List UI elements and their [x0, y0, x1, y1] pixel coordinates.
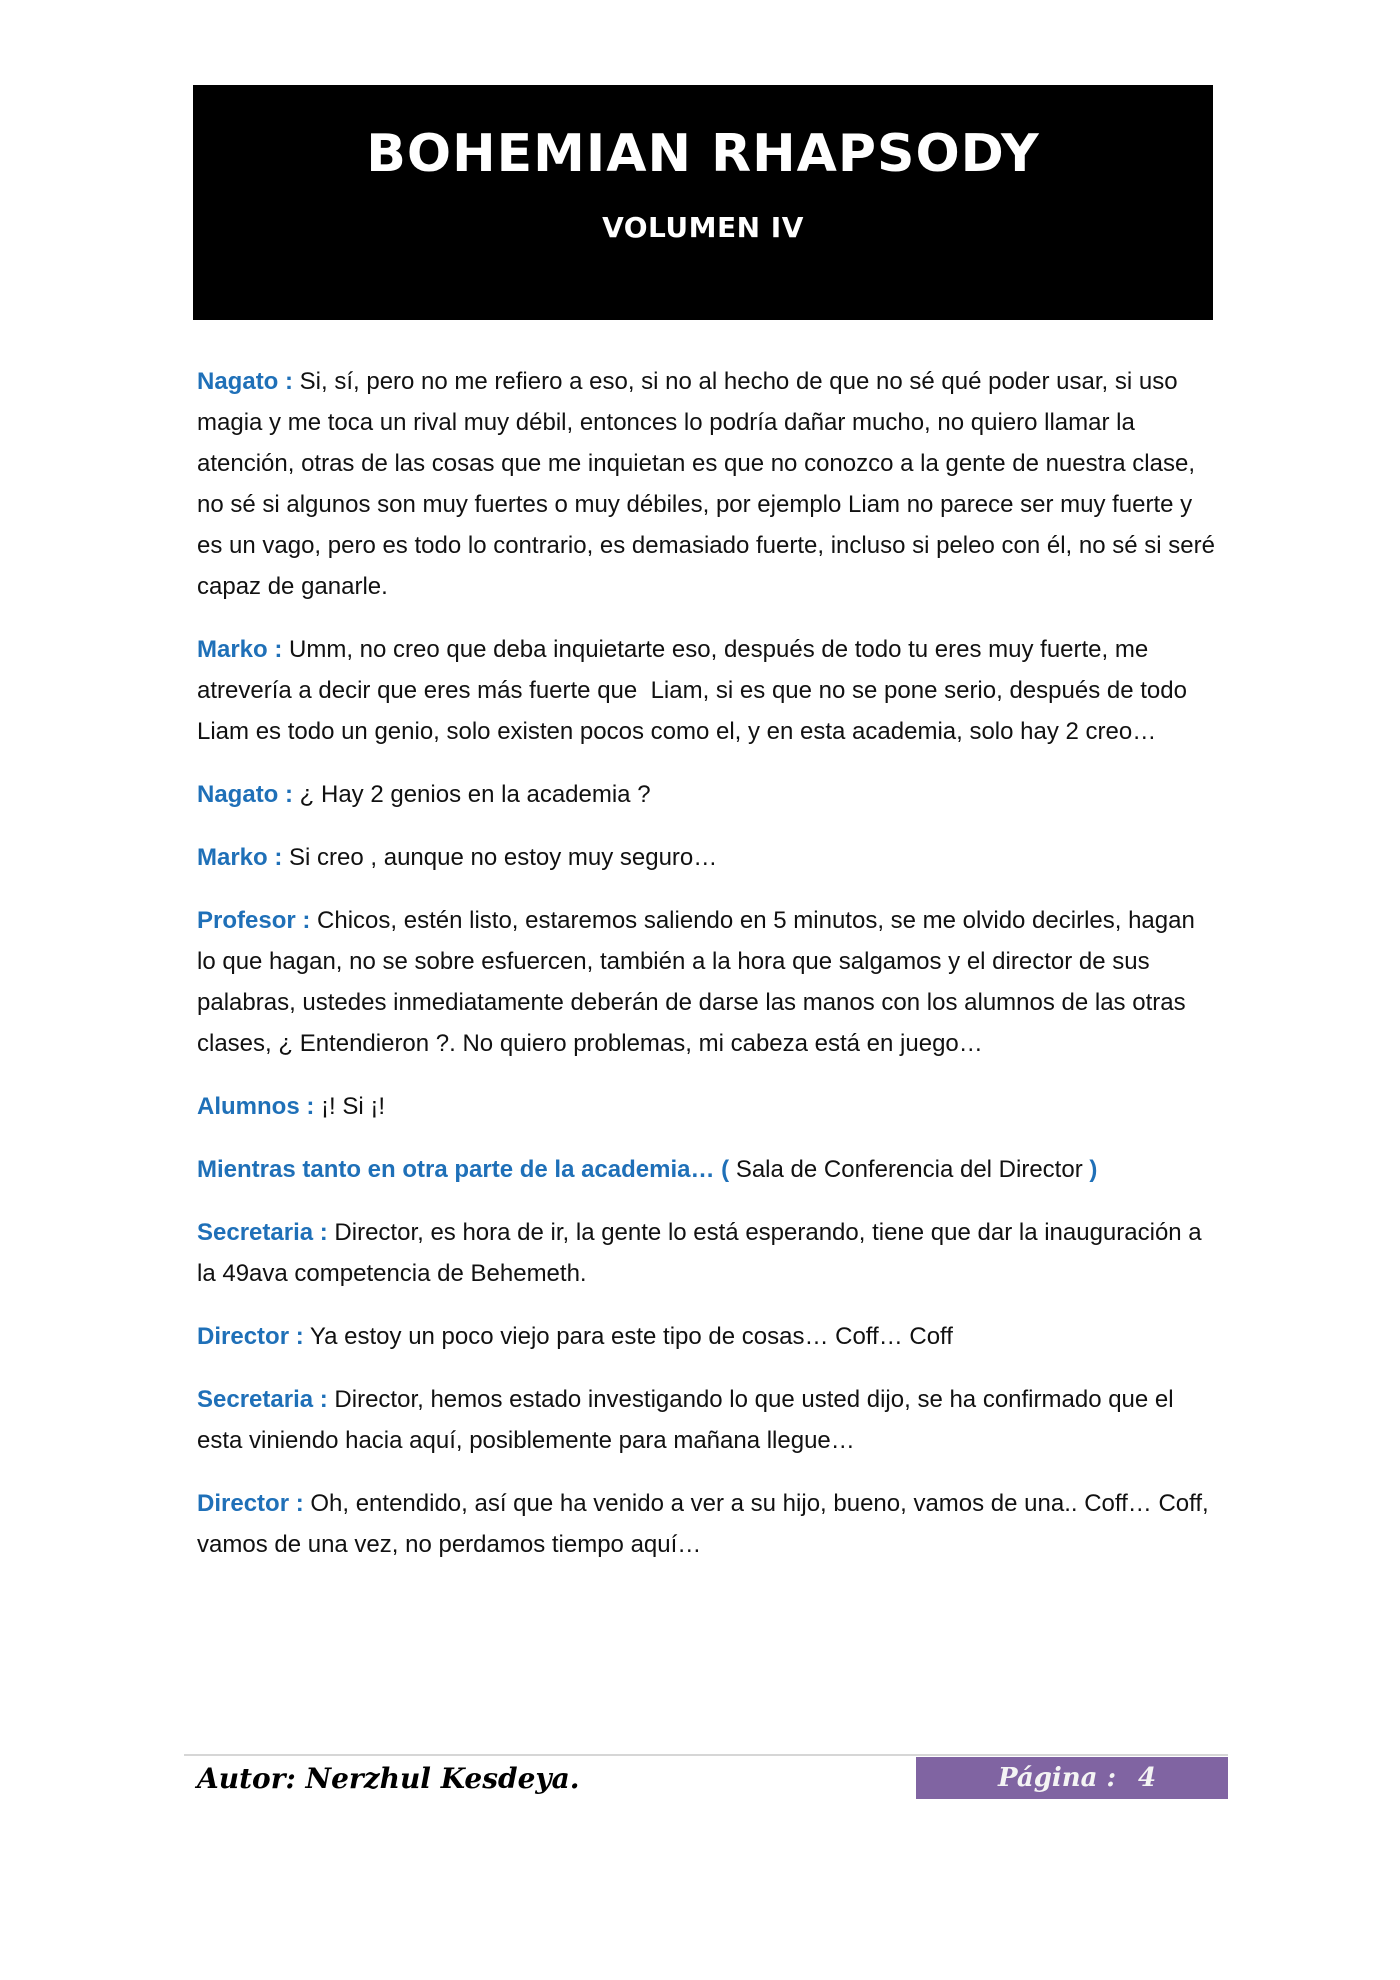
volume-label: VOLUMEN IV — [602, 211, 804, 244]
page-number: 4 — [1138, 1763, 1157, 1793]
dialogue-text: Ya estoy un poco viejo para este tipo de cosas… Coff… Coff — [309, 1323, 953, 1350]
speaker-name: Profesor : — [197, 907, 311, 934]
speaker-name: Alumnos : — [197, 1093, 315, 1120]
scene-transition — [197, 1149, 1217, 1190]
speaker-name: Nagato : — [197, 781, 293, 808]
dialogue-line — [197, 774, 1217, 815]
dialogue-line — [197, 1379, 1217, 1461]
dialogue-text: ¡! Si ¡! — [321, 1093, 385, 1120]
scene-place: Sala de Conferencia del Director — [735, 1156, 1083, 1183]
story-body — [197, 361, 1222, 1587]
dialogue-line — [197, 1483, 1217, 1565]
speaker-name: Marko : — [197, 844, 283, 871]
speaker-name: Marko : — [197, 636, 283, 663]
dialogue-text: ¿ Hay 2 genios en la academia ? — [299, 781, 651, 808]
dialogue-line — [197, 1086, 1217, 1127]
dialogue-text: Oh, entendido, así que ha venido a ver a su hijo, bueno, vamos de una.. Coff… Coff, vamos de una vez, no perdamos tiempo aquí… — [197, 1490, 1216, 1558]
scene-lead: Mientras tanto en otra parte de la academia… ( — [197, 1156, 730, 1183]
dialogue-line — [197, 837, 1217, 878]
author-credit: Autor: Nerzhul Kesdeya. — [197, 1762, 580, 1795]
speaker-name: Secretaria : — [197, 1219, 328, 1246]
dialogue-text: Chicos, estén listo, estaremos saliendo en 5 minutos, se me olvido decirles, hagan lo que hagan, no se sobre esfuercen, también a la hora que salgamos y el director de sus palabras, ustedes inmediatamente deberán de darse las manos con los alumnos de las otras clases, ¿ Entendieron ?. No quiero problemas, mi cabeza está en juego… — [197, 907, 1202, 1057]
title-banner — [193, 85, 1213, 320]
speaker-name: Director : — [197, 1323, 304, 1350]
dialogue-line — [197, 629, 1217, 752]
dialogue-line — [197, 361, 1222, 607]
dialogue-text: Si creo , aunque no estoy muy seguro… — [289, 844, 718, 871]
speaker-name: Secretaria : — [197, 1386, 328, 1413]
dialogue-line — [197, 1212, 1217, 1294]
page-number-box — [916, 1757, 1228, 1799]
speaker-name: Nagato : — [197, 368, 293, 395]
dialogue-line — [197, 900, 1217, 1064]
dialogue-text: Si, sí, pero no me refiero a eso, si no al hecho de que no sé qué poder usar, si uso magia y me toca un rival muy débil, entonces lo podría dañar mucho, no quiero llamar la atención, otras de las cosas que me inquietan es que no conozco a la gente de nuestra clase, no sé si algunos son muy fuertes o muy débiles, por ejemplo Liam no parece ser muy fuerte y es un vago, pero es todo lo contrario, es demasiado fuerte, incluso si peleo con él, no sé si seré capaz de ganarle. — [197, 368, 1222, 600]
dialogue-line — [197, 1316, 1217, 1357]
dialogue-text: Umm, no creo que deba inquietarte eso, después de todo tu eres muy fuerte, me atrevería a decir que eres más fuerte que Liam, si es que no se pone serio, después de todo Liam es todo un genio, solo existen pocos como el, y en esta academia, solo hay 2 creo… — [197, 636, 1194, 745]
scene-close: ) — [1089, 1156, 1098, 1183]
book-title: BOHEMIAN RHAPSODY — [366, 124, 1040, 184]
dialogue-text: Director, hemos estado investigando lo que usted dijo, se ha confirmado que el esta viniendo hacia aquí, posiblemente para mañana llegue… — [197, 1386, 1181, 1454]
dialogue-text: Director, es hora de ir, la gente lo está esperando, tiene que dar la inauguración a la 49ava competencia de Behemeth. — [197, 1219, 1209, 1287]
speaker-name: Director : — [197, 1490, 304, 1517]
footer-divider — [184, 1754, 1228, 1756]
page-label: Página : — [998, 1763, 1117, 1793]
